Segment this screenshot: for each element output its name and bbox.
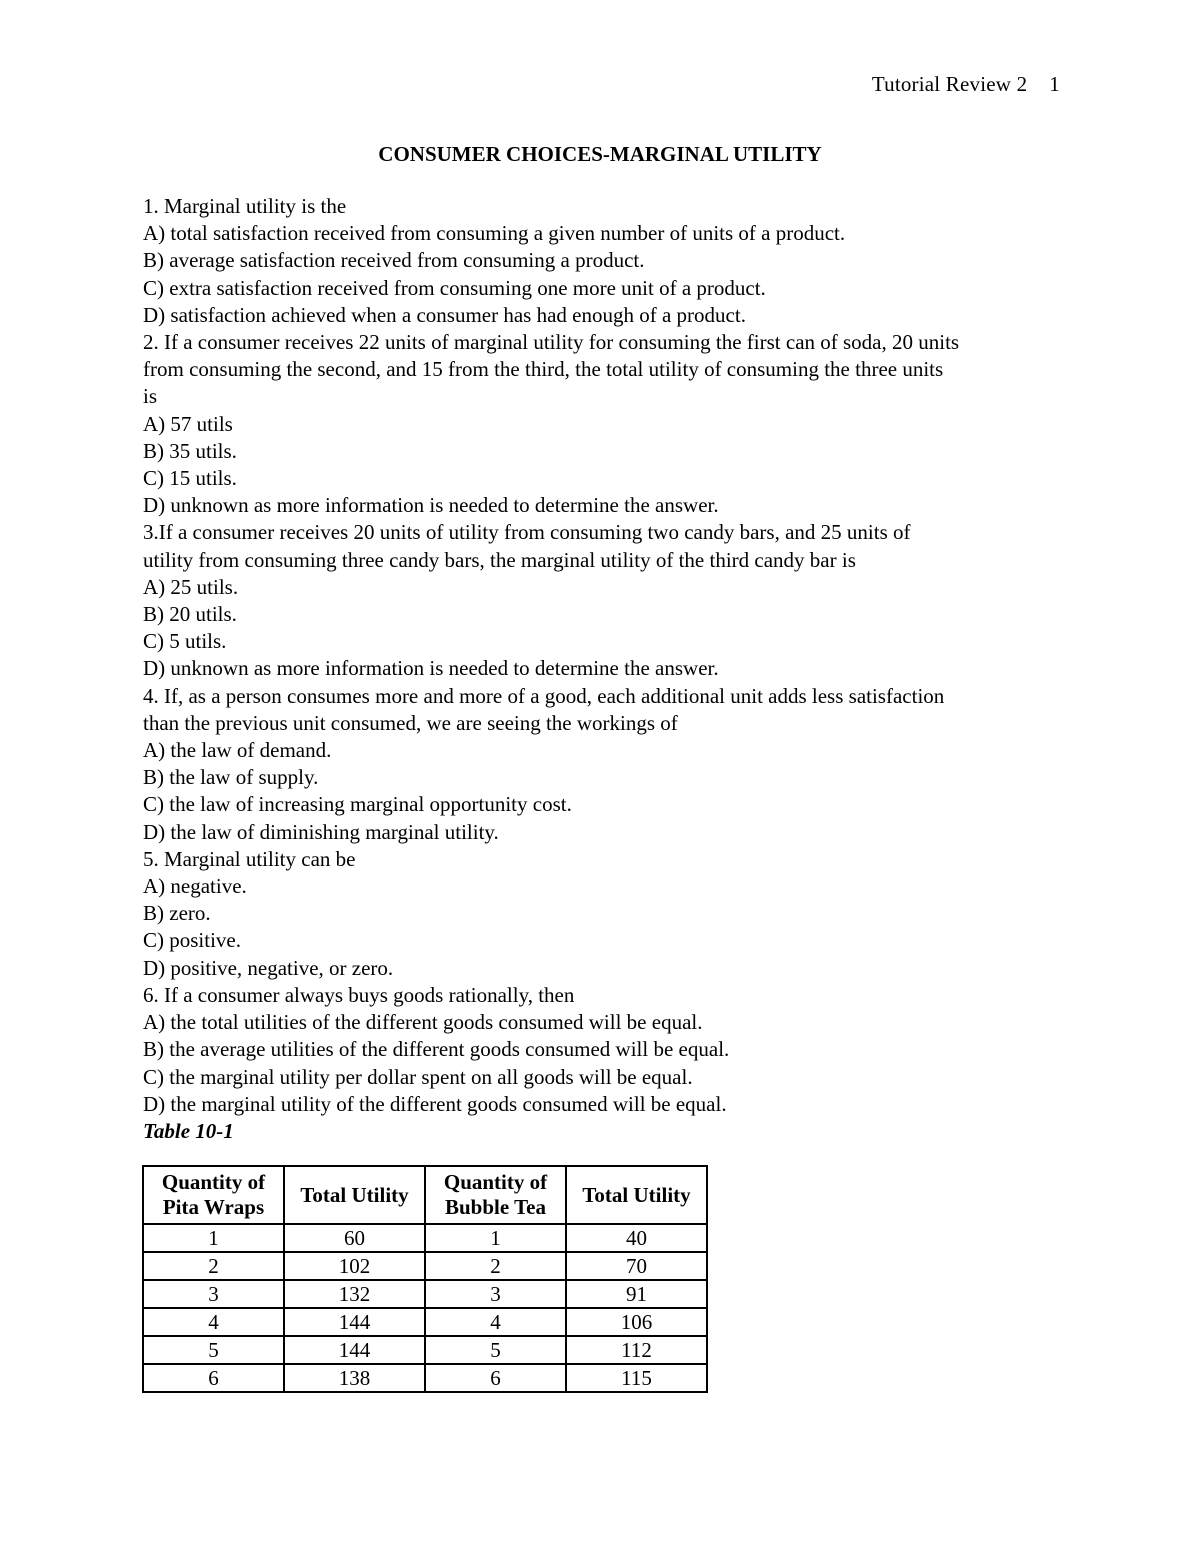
table-row [143,1364,707,1392]
table-cell: 2 [425,1252,566,1280]
question-3-option-b: B) 20 utils. [143,602,237,627]
table-cell: 2 [143,1252,284,1280]
utility-table [142,1165,708,1393]
table-cell: 3 [143,1280,284,1308]
question-4-option-d: D) the law of diminishing marginal utility. [143,819,499,844]
table-cell: 70 [566,1252,707,1280]
page-header [872,72,1060,97]
question-6-option-d: D) the marginal utility of the different goods consumed will be equal. [143,1091,727,1116]
table-cell: 132 [284,1280,425,1308]
question-2-stem-cont: is [143,384,158,409]
header-quantity-bubble-tea: Quantity of Bubble Tea [425,1166,566,1224]
table-cell: 6 [143,1364,284,1392]
table-cell: 5 [143,1336,284,1364]
question-2-option-d: D) unknown as more information is needed to determine the answer. [143,493,719,518]
question-3-stem: 3.If a consumer receives 20 units of utility from consuming two candy bars, and 25 units of [143,520,911,545]
table-cell: 112 [566,1336,707,1364]
question-5-option-d: D) positive, negative, or zero. [143,955,394,980]
table-cell: 115 [566,1364,707,1392]
table-row [143,1336,707,1364]
table-cell: 5 [425,1336,566,1364]
header-quantity-pita: Quantity of Pita Wraps [143,1166,284,1224]
table-row [143,1252,707,1280]
table-cell: 60 [284,1224,425,1252]
question-3-option-c: C) 5 utils. [143,629,227,654]
question-6-stem: 6. If a consumer always buys goods rationally, then [143,982,575,1007]
question-1-stem: 1. Marginal utility is the [143,194,347,218]
table-header-row [143,1166,707,1224]
question-4-option-a: A) the law of demand. [143,738,332,763]
table-cell: 40 [566,1224,707,1252]
running-title: Tutorial Review 2 [871,72,1028,96]
question-2-option-c: C) 15 utils. [143,466,237,491]
question-4-stem-cont: than the previous unit consumed, we are seeing the workings of [143,710,678,735]
question-4-option-c: C) the law of increasing marginal opportunity cost. [143,792,572,817]
document-title: CONSUMER CHOICES-MARGINAL UTILITY [378,142,822,166]
question-2-option-a: A) 57 utils [143,411,233,436]
question-2-option-b: B) 35 utils. [143,438,237,463]
question-3-stem-cont: utility from consuming three candy bars, the marginal utility of the third candy bar is [143,547,856,572]
header-total-utility-bubble-tea: Total Utility [566,1166,707,1224]
table-cell: 144 [284,1308,425,1336]
question-5-option-a: A) negative. [143,874,247,899]
question-1-option-c: C) extra satisfaction received from consuming one more unit of a product. [143,275,766,300]
table-cell: 106 [566,1308,707,1336]
table-cell: 4 [425,1308,566,1336]
table-cell: 3 [425,1280,566,1308]
table-caption: Table 10-1 [143,1118,234,1143]
table-cell: 1 [143,1224,284,1252]
question-5-option-c: C) positive. [143,928,241,953]
table-cell: 138 [284,1364,425,1392]
question-body [143,193,1063,1145]
question-5-option-b: B) zero. [143,901,211,926]
question-3-option-a: A) 25 utils. [143,574,239,599]
table-cell: 6 [425,1364,566,1392]
page-number: 1 [1049,72,1060,96]
header-total-utility-pita: Total Utility [284,1166,425,1224]
table-row [143,1280,707,1308]
question-6-option-c: C) the marginal utility per dollar spent on all goods will be equal. [143,1064,693,1089]
table-cell: 1 [425,1224,566,1252]
question-3-option-d: D) unknown as more information is needed to determine the answer. [143,656,719,681]
question-6-option-b: B) the average utilities of the different goods consumed will be equal. [143,1037,730,1062]
question-1-option-d: D) satisfaction achieved when a consumer has had enough of a product. [143,302,746,327]
question-4-option-b: B) the law of supply. [143,765,319,790]
table-cell: 102 [284,1252,425,1280]
question-2-stem: 2. If a consumer receives 22 units of marginal utility for consuming the first can of soda, 20 units [143,330,960,355]
question-4-stem: 4. If, as a person consumes more and more of a good, each additional unit adds less satisfaction [143,683,945,708]
question-6-option-a: A) the total utilities of the different goods consumed will be equal. [143,1010,703,1035]
table-cell: 4 [143,1308,284,1336]
table-row [143,1224,707,1252]
table-cell: 91 [566,1280,707,1308]
question-5-stem: 5. Marginal utility can be [143,846,356,871]
question-1-option-a: A) total satisfaction received from consuming a given number of units of a product. [143,221,846,246]
question-1-option-b: B) average satisfaction received from consuming a product. [143,248,645,273]
table-row [143,1308,707,1336]
table-cell: 144 [284,1336,425,1364]
question-2-stem-cont: from consuming the second, and 15 from the third, the total utility of consuming the three units [143,357,944,382]
